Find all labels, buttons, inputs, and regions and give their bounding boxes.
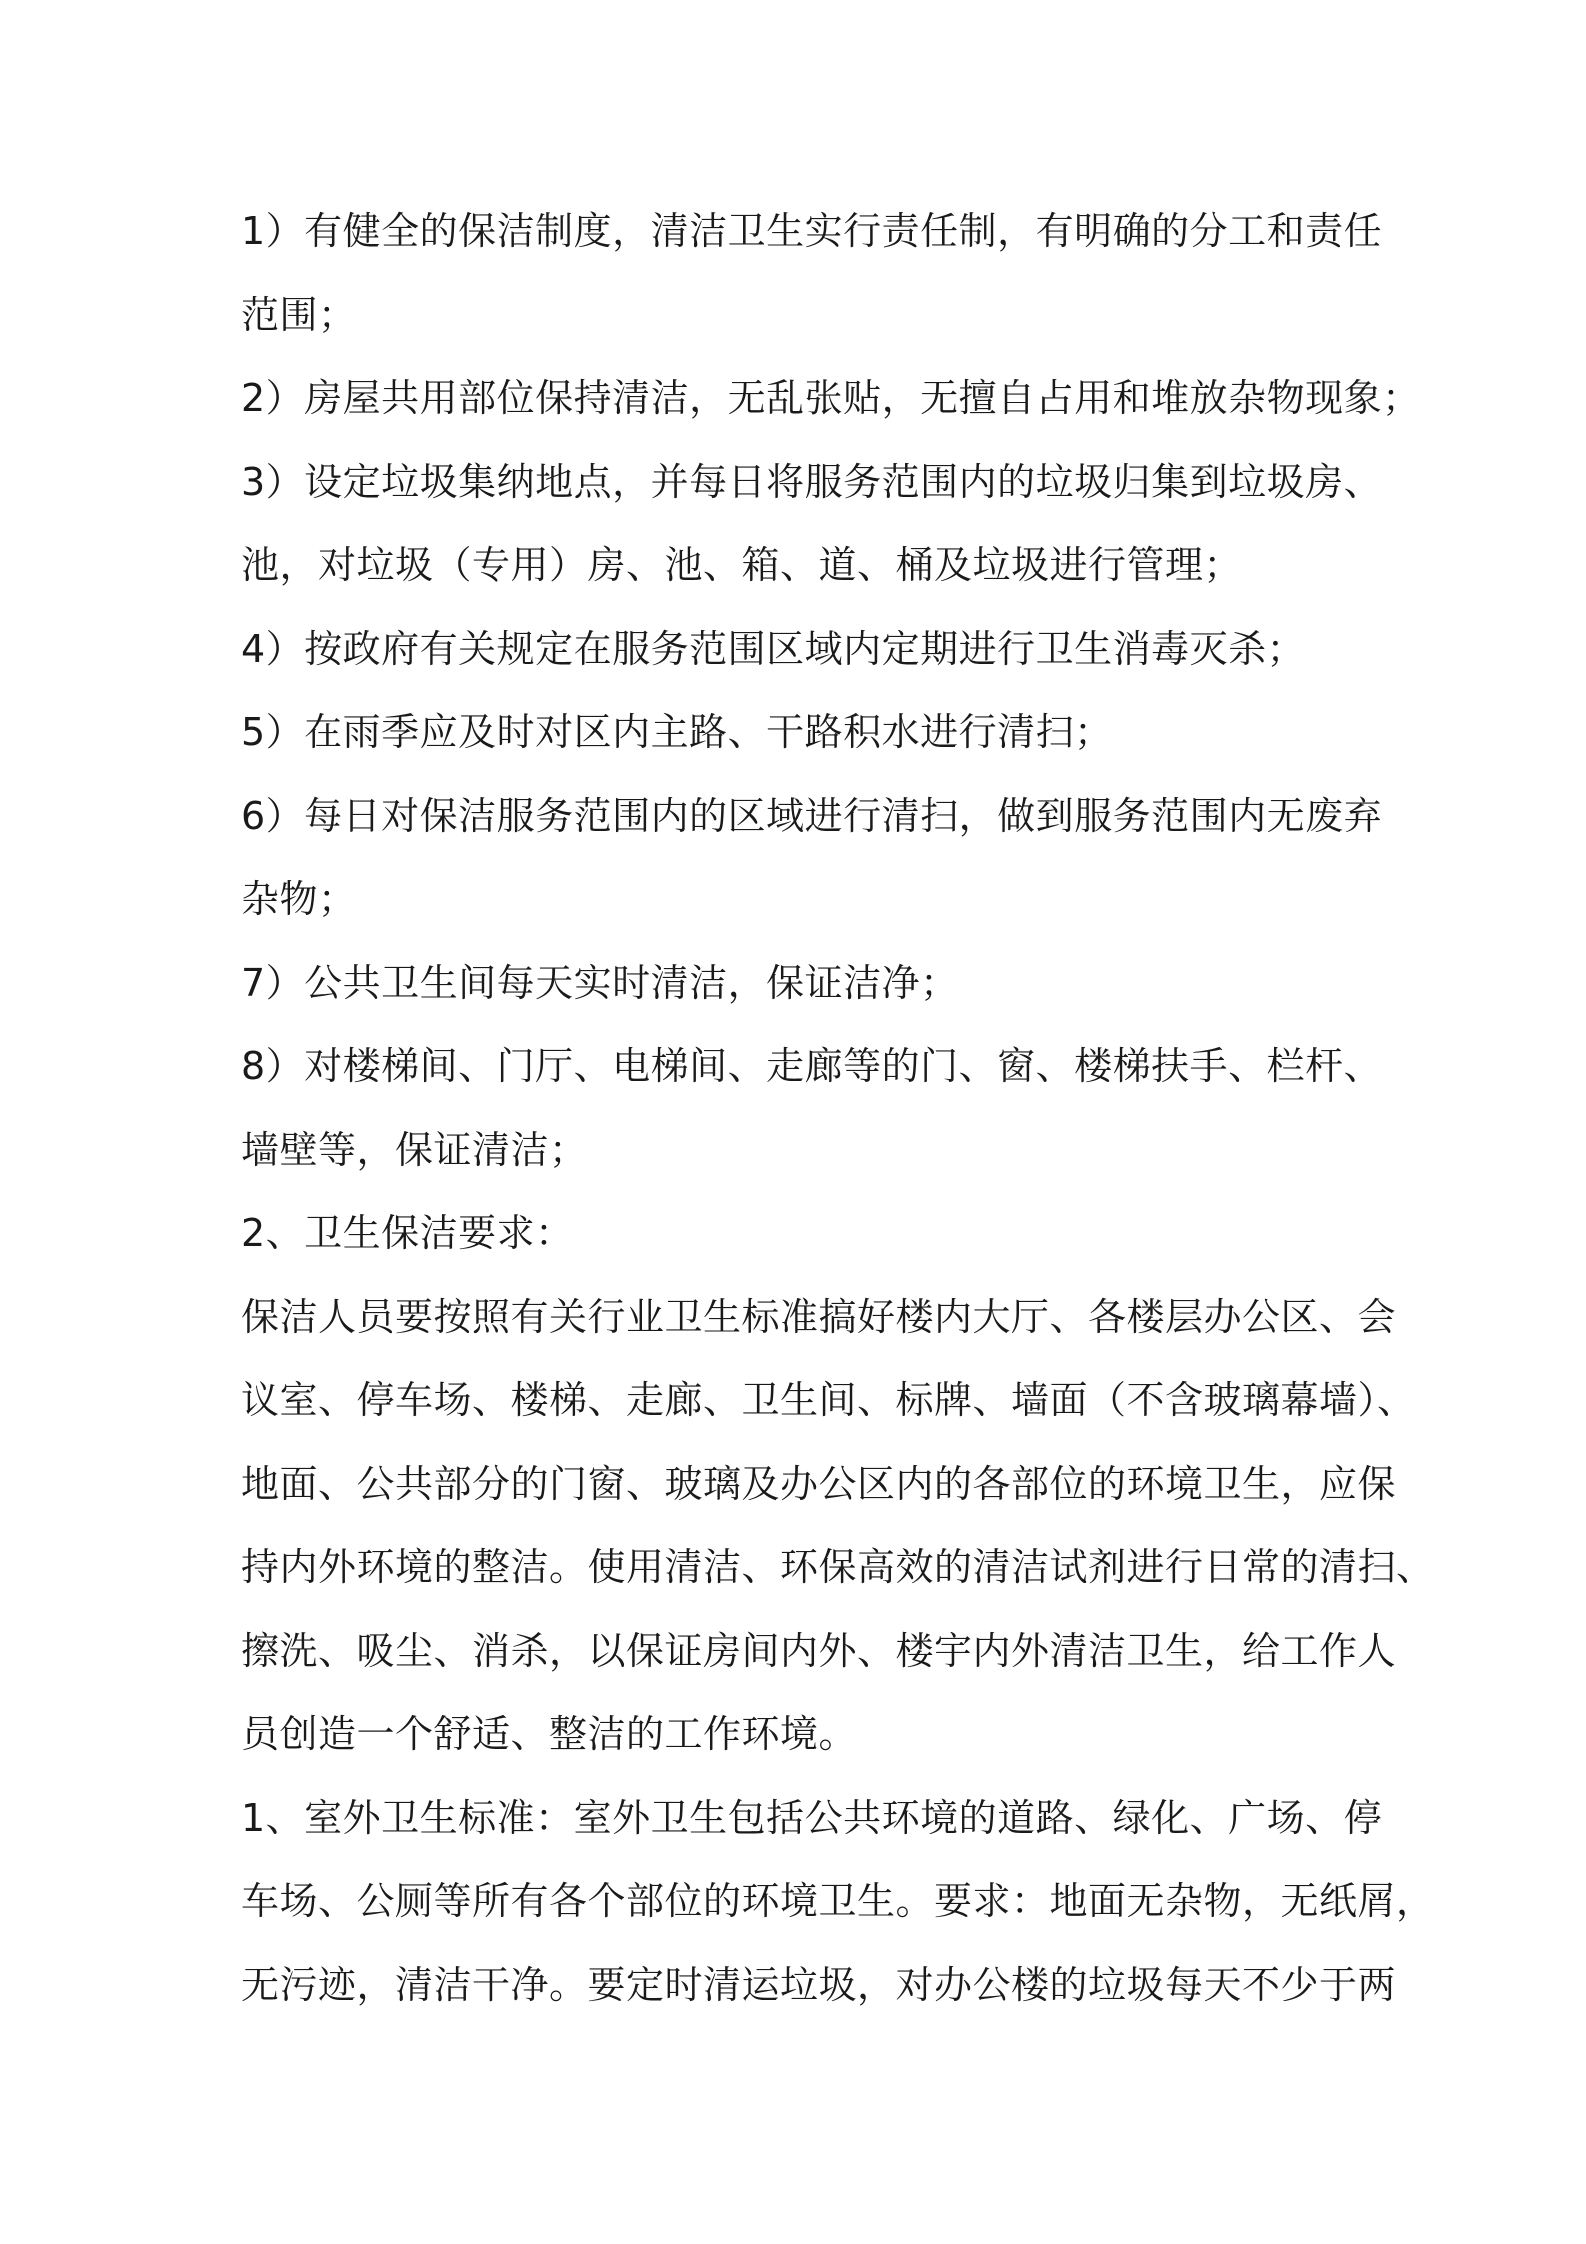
text-line: 员创造一个舒适、整洁的工作环境。: [241, 1712, 858, 1756]
text-line: 保洁人员要按照有关行业卫生标准搞好楼内大厅、各楼层办公区、会: [241, 1294, 1397, 1339]
text-line: 8）对楼梯间、门厅、电梯间、走廊等的门、窗、楼梯扶手、栏杆、: [241, 1044, 1383, 1088]
text-line: 2）房屋共用部位保持清洁，无乱张贴，无擅自占用和堆放杂物现象；: [241, 376, 1421, 420]
text-line: 3）设定垃圾集纳地点，并每日将服务范围内的垃圾归集到垃圾房、: [241, 459, 1383, 504]
text-line: 5）在雨季应及时对区内主路、干路积水进行清扫；: [241, 710, 1113, 754]
text-line: 1）有健全的保洁制度，清洁卫生实行责任制，有明确的分工和责任: [241, 209, 1383, 253]
text-line: 车场、公厕等所有各个部位的环境卫生。要求：地面无杂物，无纸屑，: [241, 1879, 1435, 1923]
text-line: 地面、公共部分的门窗、玻璃及办公区内的各部位的环境卫生，应保: [241, 1461, 1397, 1506]
text-line: 6）每日对保洁服务范围内的区域进行清扫，做到服务范围内无废弃: [241, 793, 1383, 838]
text-line: 擦洗、吸尘、消杀，以保证房间内外、楼宇内外清洁卫生，给工作人: [241, 1628, 1397, 1673]
document-body: [241, 190, 1435, 2027]
text-line: 池，对垃圾（专用）房、池、箱、道、桶及垃圾进行管理；: [241, 543, 1243, 587]
text-line: 1、室外卫生标准：室外卫生包括公共环境的道路、绿化、广场、停: [241, 1795, 1383, 1840]
text-line: 议室、停车场、楼梯、走廊、卫生间、标牌、墙面（不含玻璃幕墙）、: [241, 1378, 1416, 1422]
text-line: 无污迹，清洁干净。要定时清运垃圾，对办公楼的垃圾每天不少于两: [241, 1962, 1397, 2007]
text-line: 范围；: [241, 292, 357, 337]
section-heading: 2、卫生保洁要求：: [241, 1211, 574, 1255]
text-line: 持内外环境的整洁。使用清洁、环保高效的清洁试剂进行日常的清扫、: [241, 1545, 1435, 1589]
text-line: 杂物；: [241, 877, 357, 921]
text-line: 4）按政府有关规定在服务范围区域内定期进行卫生消毒灭杀；: [241, 626, 1306, 671]
text-line: 墙壁等，保证清洁；: [241, 1127, 588, 1172]
text-line: 7）公共卫生间每天实时清洁，保证洁净；: [241, 960, 959, 1005]
